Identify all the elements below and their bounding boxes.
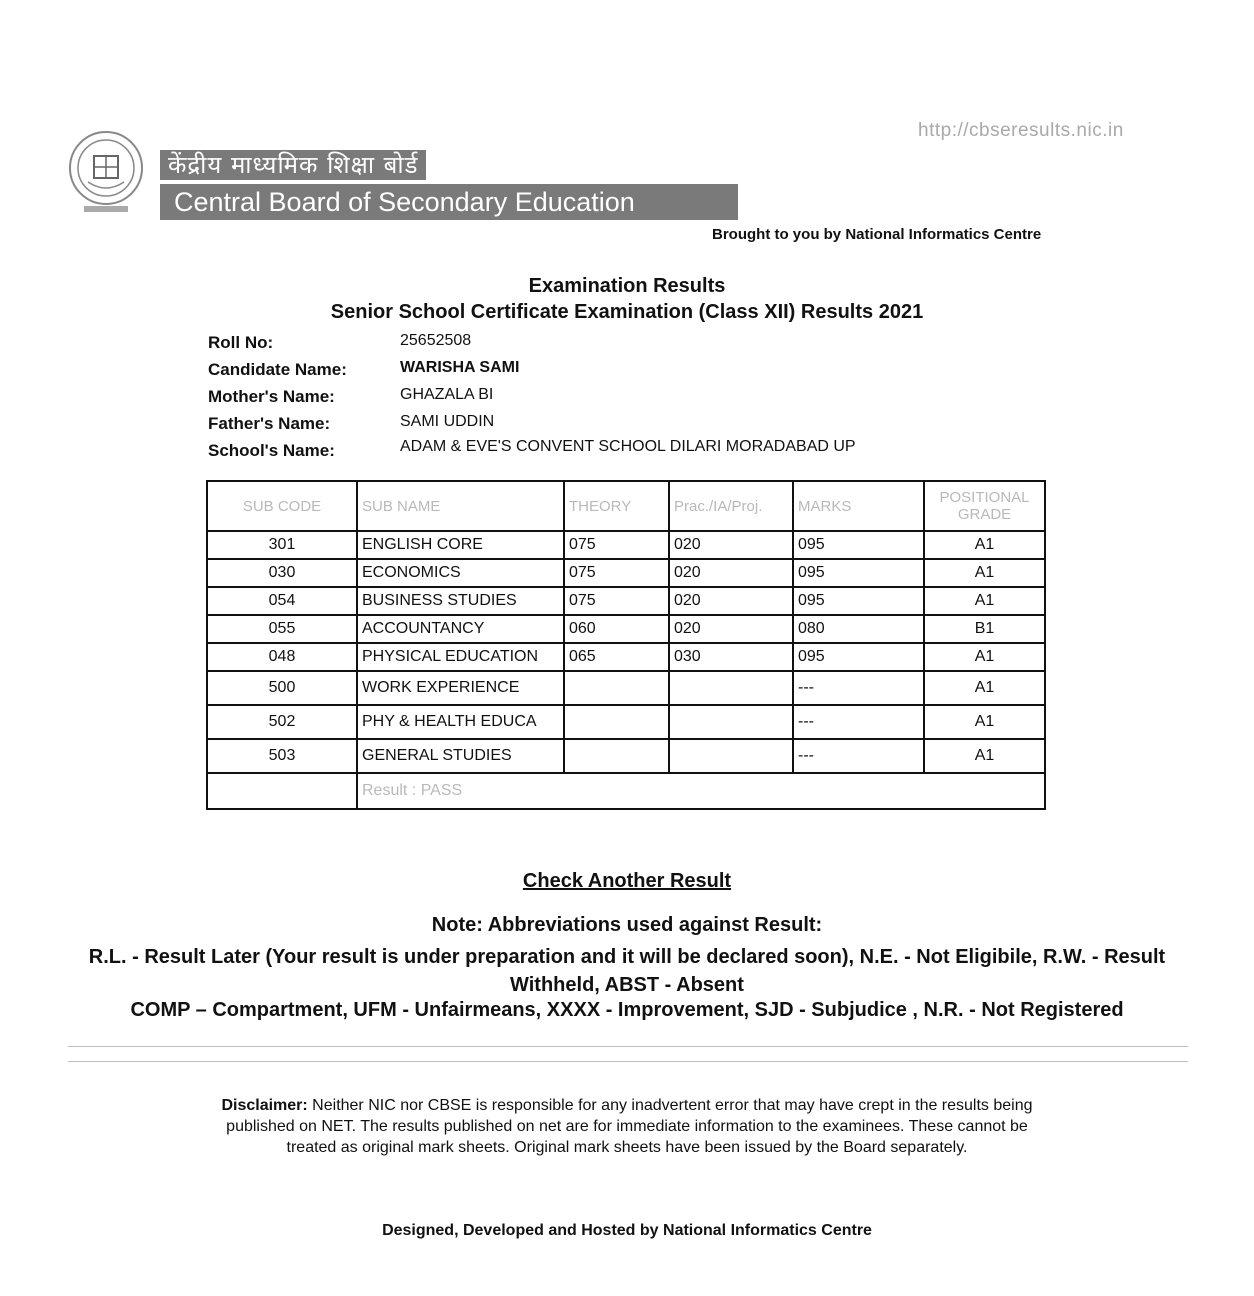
table-row xyxy=(207,705,1045,739)
school-name-label: School's Name: xyxy=(208,441,335,460)
board-name-english: Central Board of Secondary Education xyxy=(160,184,738,220)
marks-cell: 095 xyxy=(793,531,924,559)
grade-cell: A1 xyxy=(924,739,1045,773)
sub-name-cell: BUSINESS STUDIES xyxy=(357,587,564,615)
school-name-value: ADAM & EVE'S CONVENT SCHOOL DILARI MORADABAD UP xyxy=(400,438,856,455)
exam-subtitle: Senior School Certificate Examination (Class XII) Results 2021 xyxy=(330,301,924,323)
designed-by-text: Designed, Developed and Hosted by National Informatics Centre xyxy=(382,1222,872,1239)
sub-code-cell: 503 xyxy=(207,739,357,773)
marks-cell: --- xyxy=(793,671,924,705)
sub-name-cell: ENGLISH CORE xyxy=(357,531,564,559)
grade-cell: B1 xyxy=(924,615,1045,643)
practical-cell: 020 xyxy=(669,587,793,615)
sub-code-cell: 301 xyxy=(207,531,357,559)
roll-no-label: Roll No: xyxy=(208,333,274,352)
header-sub-name: SUB NAME xyxy=(357,481,564,531)
theory-cell: 075 xyxy=(564,587,669,615)
marks-cell: 095 xyxy=(793,587,924,615)
practical-cell xyxy=(669,705,793,739)
practical-cell: 020 xyxy=(669,531,793,559)
practical-cell: 020 xyxy=(669,615,793,643)
disclaimer-text: Neither NIC nor CBSE is responsible for any inadvertent error that may have crept in the results being published on NET. The results published on net are for immediate information to the examinees. These cannot be treated as original mark sheets. Original mark sheets have been issued by the Board separately. xyxy=(226,1097,1033,1156)
theory-cell: 065 xyxy=(564,643,669,671)
theory-cell: 060 xyxy=(564,615,669,643)
result-cell xyxy=(357,773,1045,809)
divider xyxy=(68,1061,1188,1062)
marks-cell: 080 xyxy=(793,615,924,643)
site-url[interactable]: http://cbseresults.nic.in xyxy=(918,120,1124,141)
check-another-result-link[interactable]: Check Another Result xyxy=(522,870,732,892)
marks-cell: --- xyxy=(793,739,924,773)
header-grade-line1: POSITIONAL xyxy=(939,489,1030,506)
mother-name-value: GHAZALA BI xyxy=(400,386,494,403)
divider xyxy=(68,1046,1188,1047)
header-sub-code: SUB CODE xyxy=(207,481,357,531)
grade-cell: A1 xyxy=(924,671,1045,705)
theory-cell xyxy=(564,705,669,739)
table-row xyxy=(207,671,1045,705)
candidate-name-value: WARISHA SAMI xyxy=(400,359,520,376)
table-row xyxy=(207,531,1045,559)
result-row xyxy=(207,773,1045,809)
sub-code-cell: 055 xyxy=(207,615,357,643)
table-row xyxy=(207,739,1045,773)
sub-code-cell: 030 xyxy=(207,559,357,587)
result-empty-cell xyxy=(207,773,357,809)
brought-by-text: Brought to you by National Informatics Centre xyxy=(712,226,1042,243)
sub-name-cell: PHYSICAL EDUCATION xyxy=(357,643,564,671)
practical-cell xyxy=(669,671,793,705)
sub-code-cell: 500 xyxy=(207,671,357,705)
table-row xyxy=(207,559,1045,587)
grade-cell: A1 xyxy=(924,643,1045,671)
sub-name-cell: PHY & HEALTH EDUCA xyxy=(357,705,564,739)
grade-cell: A1 xyxy=(924,531,1045,559)
note-title: Note: Abbreviations used against Result: xyxy=(431,914,823,936)
header-marks: MARKS xyxy=(793,481,924,531)
practical-cell: 030 xyxy=(669,643,793,671)
marks-cell: 095 xyxy=(793,643,924,671)
grade-cell: A1 xyxy=(924,705,1045,739)
practical-cell xyxy=(669,739,793,773)
cbse-emblem-icon xyxy=(66,126,146,216)
father-name-label: Father's Name: xyxy=(208,414,331,433)
table-row xyxy=(207,643,1045,671)
sub-name-cell: GENERAL STUDIES xyxy=(357,739,564,773)
sub-code-cell: 048 xyxy=(207,643,357,671)
header-positional-grade xyxy=(924,481,1045,531)
father-name-value: SAMI UDDIN xyxy=(400,413,495,430)
header-practical: Prac./IA/Proj. xyxy=(669,481,793,531)
disclaimer-label: Disclaimer: xyxy=(221,1097,308,1114)
theory-cell xyxy=(564,739,669,773)
grade-cell: A1 xyxy=(924,587,1045,615)
marks-table xyxy=(206,480,1046,810)
sub-code-cell: 502 xyxy=(207,705,357,739)
note-abbreviations-line1: R.L. - Result Later (Your result is under preparation and it will be declared soon), N.E. - Not Eligibile, R.W. - Result Withheld, ABST - Absent xyxy=(88,946,1166,996)
candidate-name-label: Candidate Name: xyxy=(208,360,347,379)
theory-cell: 075 xyxy=(564,531,669,559)
grade-cell: A1 xyxy=(924,559,1045,587)
note-abbreviations-line2: COMP – Compartment, UFM - Unfairmeans, XXXX - Improvement, SJD - Subjudice , N.R. - Not Registered xyxy=(130,999,1124,1021)
result-text: Result : PASS xyxy=(362,782,463,799)
sub-name-cell: WORK EXPERIENCE xyxy=(357,671,564,705)
exam-title: Examination Results xyxy=(528,275,726,297)
header-theory: THEORY xyxy=(564,481,669,531)
sub-name-cell: ECONOMICS xyxy=(357,559,564,587)
board-name-hindi: केंद्रीय माध्यमिक शिक्षा बोर्ड xyxy=(160,150,426,180)
sub-code-cell: 054 xyxy=(207,587,357,615)
marks-cell: 095 xyxy=(793,559,924,587)
table-header-row xyxy=(207,481,1045,531)
mother-name-label: Mother's Name: xyxy=(208,387,335,406)
marks-cell: --- xyxy=(793,705,924,739)
sub-name-cell: ACCOUNTANCY xyxy=(357,615,564,643)
header-grade-line2: GRADE xyxy=(957,506,1012,523)
table-row xyxy=(207,587,1045,615)
theory-cell xyxy=(564,671,669,705)
practical-cell: 020 xyxy=(669,559,793,587)
theory-cell: 075 xyxy=(564,559,669,587)
disclaimer xyxy=(214,1095,1040,1158)
table-row xyxy=(207,615,1045,643)
roll-no-value: 25652508 xyxy=(400,332,472,349)
